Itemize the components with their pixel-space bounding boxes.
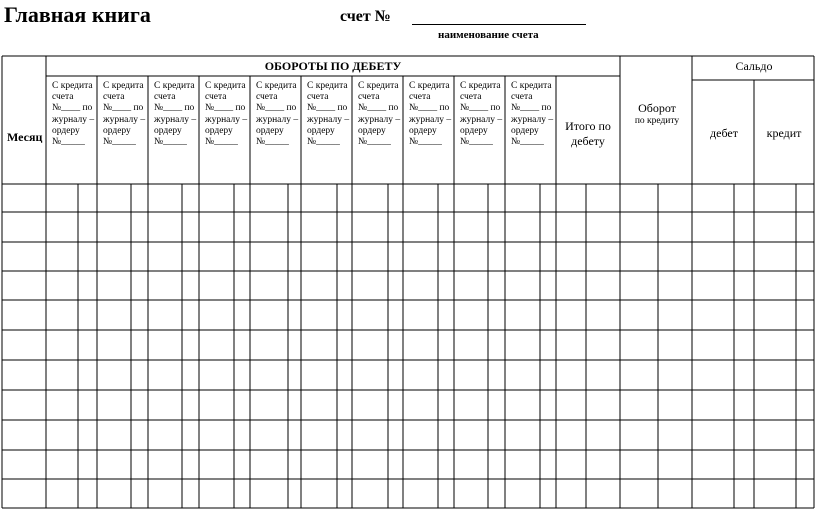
- credit-turnover-main: Оборот: [638, 101, 676, 115]
- page-title: Главная книга: [4, 2, 151, 27]
- debit-subcolumn-header: С кредита счета №____ по журналу – ордеру №_____: [103, 81, 146, 148]
- saldo-credit-header: кредит: [766, 126, 802, 140]
- credit-turnover-header: [622, 102, 692, 128]
- saldo-debit-header: дебет: [710, 126, 738, 140]
- debit-subcolumn-header: С кредита счета №____ по журналу – ордеру №_____: [511, 81, 554, 148]
- account-label: счет №: [340, 8, 391, 25]
- debit-subcolumn-header: С кредита счета №____ по журналу – ордеру №_____: [256, 81, 299, 148]
- debit-subcolumn-header: С кредита счета №____ по журналу – ордеру №_____: [154, 81, 197, 148]
- credit-turnover-sub: по кредиту: [634, 116, 680, 126]
- debit-subcolumn-header: С кредита счета №____ по журналу – ордеру №_____: [205, 81, 248, 148]
- debit-subcolumn-header: С кредита счета №____ по журналу – ордеру №_____: [460, 81, 503, 148]
- debit-subcolumn-header: С кредита счета №____ по журналу – ордеру №_____: [358, 81, 401, 148]
- debit-turnover-header: ОБОРОТЫ ПО ДЕБЕТУ: [264, 59, 402, 73]
- debit-subcolumn-header: С кредита счета №____ по журналу – ордеру №_____: [52, 81, 95, 148]
- debit-total-header: Итого по дебету: [565, 119, 611, 148]
- account-caption: наименование счета: [438, 29, 539, 41]
- saldo-header: Сальдо: [735, 59, 773, 73]
- debit-subcolumn-header: С кредита счета №____ по журналу – ордеру №_____: [307, 81, 350, 148]
- month-header: Месяц: [7, 130, 43, 144]
- debit-subcolumn-header: С кредита счета №____ по журналу – ордеру №_____: [409, 81, 452, 148]
